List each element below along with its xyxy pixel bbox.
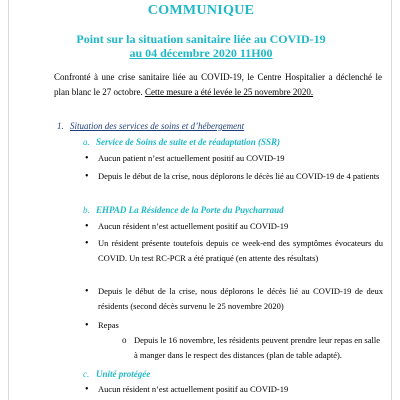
intro-text: Confronté à une crise sanitaire liée au COVID-19, le Centre Hospitalier a déclenché le plan blanc le 27 octobre.: [54, 72, 382, 97]
document-date: au 04 décembre 2020 11H00: [129, 46, 273, 60]
list-item: [85, 382, 383, 397]
bullet-icon: •: [85, 153, 89, 164]
section-number: 1.: [57, 121, 64, 131]
bullet-icon: •: [85, 171, 89, 182]
list-item: [85, 151, 383, 166]
subsection-heading-ssr: [83, 136, 280, 148]
section-heading: [57, 120, 244, 132]
bullet-icon: •: [85, 286, 89, 297]
document-page: [8, 0, 392, 400]
section-label: Situation des services de soins et d’hébergement: [70, 121, 245, 131]
list-item: [85, 169, 383, 184]
bullet-icon: •: [85, 320, 89, 331]
list-item-text: Un résident présente toutefois depuis ce week-end des symptômes évocateurs du COVID. Un test RC-PCR a été pratiqué (en attente des résultats): [98, 238, 383, 263]
subsection-letter: c.: [83, 369, 90, 379]
document-subtitle: Point sur la situation sanitaire liée au COVID-19: [76, 32, 326, 46]
bullet-icon: •: [85, 384, 89, 395]
list-item-text: Aucun résident n’est actuellement positif au COVID-19: [98, 384, 289, 394]
list-item-text: Depuis le début de la crise, nous déplorons le décès lié au COVID-19 de 4 patients: [98, 171, 380, 181]
list-item-text: Repas: [98, 320, 119, 330]
intro-underlined-text: Cette mesure a été levée le 25 novembre 2020.: [144, 87, 314, 97]
bullet-icon: •: [85, 221, 89, 232]
subsection-title: Service de Soins de suite et de réadaptation (SSR): [96, 137, 280, 147]
sub-list-item: [122, 333, 380, 363]
list-item: [85, 219, 383, 234]
sub-list-item-text: Depuis le 16 novembre, les résidents peuvent prendre leur repas en salle à manger dans le respect des distances (plan de table adapté).: [134, 335, 380, 360]
list-item-text: Aucun patient n’est actuellement positif au COVID-19: [98, 153, 285, 163]
subsection-letter: b.: [83, 205, 90, 215]
list-item: [85, 284, 383, 314]
list-item: [85, 318, 383, 333]
document-title: COMMUNIQUE: [147, 3, 255, 18]
bullet-icon: •: [85, 238, 89, 249]
list-item-text: Depuis le début de la crise, nous déplorons le décès lié au COVID-19 de deux résidents (second décès survenu le 25 novembre 2020): [98, 286, 383, 311]
subsection-letter: a.: [83, 137, 90, 147]
list-item-text: Aucun résident n’est actuellement positif au COVID-19: [98, 221, 289, 231]
circle-bullet-icon: o: [122, 335, 127, 345]
subsection-title: Unité protégée: [96, 369, 151, 379]
subsection-title: EHPAD La Résidence de la Porte du Puycharraud: [96, 205, 284, 215]
intro-paragraph: [54, 70, 382, 100]
list-item: [85, 236, 383, 266]
subsection-heading-ehpad: [83, 204, 284, 216]
subsection-heading-unite: [83, 368, 150, 380]
